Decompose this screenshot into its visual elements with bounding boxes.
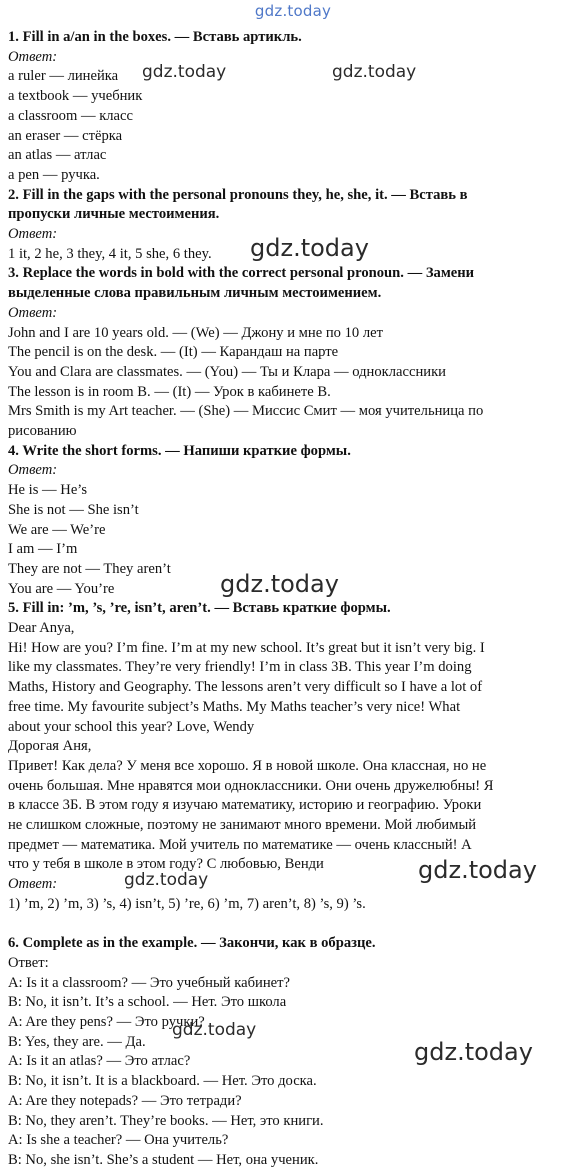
text-line: не слишком сложные, поэтому не занимают много времени. Мой любимый <box>8 817 477 833</box>
text-line: предмет — математика. Мой учитель по математике — очень классный! А <box>8 836 472 853</box>
text-line: Dear Anya, <box>8 620 75 636</box>
task-heading: пропуски личные местоимения. <box>8 206 220 223</box>
text-line: We are — We’re <box>8 521 106 538</box>
task-heading: 2. Fill in the gaps with the personal pronouns they, he, she, it. — Вставь в <box>8 186 468 203</box>
site-header-logo: gdz.today <box>254 2 332 20</box>
text-line: 1 it, 2 he, 3 they, 4 it, 5 she, 6 they. <box>8 245 212 262</box>
text-line: что у тебя в школе в этом году? С любовью, Венди <box>8 856 324 873</box>
text-line: The lesson is in room B. — (It) — Урок в кабинете В. <box>8 383 331 400</box>
text-line: 1) ’m, 2) ’m, 3) ’s, 4) isn’t, 5) ’re, 6) ’m, 7) aren’t, 8) ’s, 9) ’s. <box>8 895 366 912</box>
task-heading: 5. Fill in: ’m, ’s, ’re, isn’t, aren’t. — Вставь краткие формы. <box>8 600 391 617</box>
text-line: free time. My favourite subject’s Maths. My Maths teacher’s very nice! What <box>8 698 461 715</box>
text-line: a textbook — учебник <box>8 88 143 105</box>
text-line: A: Are they pens? — Это ручки? <box>8 1014 205 1030</box>
task-heading: выделенные слова правильным личным местоимением. <box>8 285 382 302</box>
text-line: She is not — She isn’t <box>8 501 139 518</box>
watermark: gdz.today <box>250 234 369 262</box>
text-line: Ответ: <box>8 954 49 971</box>
text-line: I am — I’m <box>8 541 78 558</box>
text-line: a ruler — линейка <box>8 68 119 85</box>
watermark: gdz.today <box>124 870 209 890</box>
text-line: an eraser — стёрка <box>8 127 123 144</box>
text-line: Maths, History and Geography. The lessons aren’t very difficult so I have a lot of <box>8 679 483 696</box>
answer-label: Ответ: <box>8 876 58 893</box>
watermark: gdz.today <box>220 570 339 598</box>
task-heading: 6. Complete as in the example. — Закончи, как в образце. <box>8 935 376 952</box>
text-line: A: Is it an atlas? — Это атлас? <box>8 1053 191 1070</box>
watermark: gdz.today <box>414 1038 533 1066</box>
answer-label: Ответ: <box>8 462 58 479</box>
text-line: a classroom — класс <box>8 107 133 124</box>
text-line: A: Is it a classroom? — Это учебный кабинет? <box>8 974 290 991</box>
text-line: B: Yes, they are. — Да. <box>8 1033 146 1050</box>
task-heading: 3. Replace the words in bold with the correct personal pronoun. — Замени <box>8 265 475 282</box>
text-line: в классе 3Б. В этом году я изучаю математику, историю и географию. Уроки <box>8 797 482 814</box>
task-heading: 4. Write the short forms. — Напиши краткие формы. <box>8 442 351 459</box>
text-line: John and I are 10 years old. — (We) — Джону и мне по 10 лет <box>8 324 383 341</box>
text-line: like my classmates. They’re very friendly! I’m in class 3B. This year I’m doing <box>8 659 472 676</box>
text-line: The pencil is on the desk. — (It) — Карандаш на парте <box>8 344 339 361</box>
text-line: You are — You’re <box>8 580 115 597</box>
watermark: gdz.today <box>172 1020 257 1040</box>
text-line: You and Clara are classmates. — (You) — Ты и Клара — одноклассники <box>8 363 446 380</box>
watermark: gdz.today <box>142 62 227 82</box>
text-line: They are not — They aren’t <box>8 560 171 577</box>
text-line: about your school this year? Love, Wendy <box>8 718 255 735</box>
text-line: Дорогая Аня, <box>8 738 92 755</box>
watermark: gdz.today <box>418 856 537 884</box>
task-heading: 1. Fill in a/an in the boxes. — Вставь артикль. <box>8 29 302 45</box>
text-line: очень большая. Мне нравятся мои одноклассники. Они очень дружелюбны! Я <box>8 777 494 794</box>
text-line: рисованию <box>8 423 77 439</box>
text-line: Mrs Smith is my Art teacher. — (She) — Миссис Смит — моя учительница по <box>8 403 484 420</box>
watermark: gdz.today <box>332 62 417 82</box>
text-line: A: Is she a teacher? — Она учитель? <box>8 1132 229 1149</box>
text-line: B: No, she isn’t. She’s a student — Нет, она ученик. <box>8 1151 319 1168</box>
text-line: an atlas — атлас <box>8 147 107 164</box>
text-line: A: Are they notepads? — Это тетради? <box>8 1092 242 1109</box>
text-line: B: No, it isn’t. It is a blackboard. — Нет. Это доска. <box>8 1073 317 1090</box>
answer-label: Ответ: <box>8 48 58 65</box>
text-line: a pen — ручка. <box>8 166 100 183</box>
text-line: He is — He’s <box>8 482 88 499</box>
text-line: Hi! How are you? I’m fine. I’m at my new school. It’s great but it isn’t very big. I <box>8 639 485 656</box>
answer-label: Ответ: <box>8 226 58 242</box>
text-line: B: No, they aren’t. They’re books. — Нет, это книги. <box>8 1112 324 1129</box>
answer-label: Ответ: <box>8 304 58 321</box>
text-line: Привет! Как дела? У меня все хорошо. Я в новой школе. Она классная, но не <box>8 757 487 774</box>
text-line: B: No, it isn’t. It’s a school. — Нет. Это школа <box>8 994 287 1011</box>
